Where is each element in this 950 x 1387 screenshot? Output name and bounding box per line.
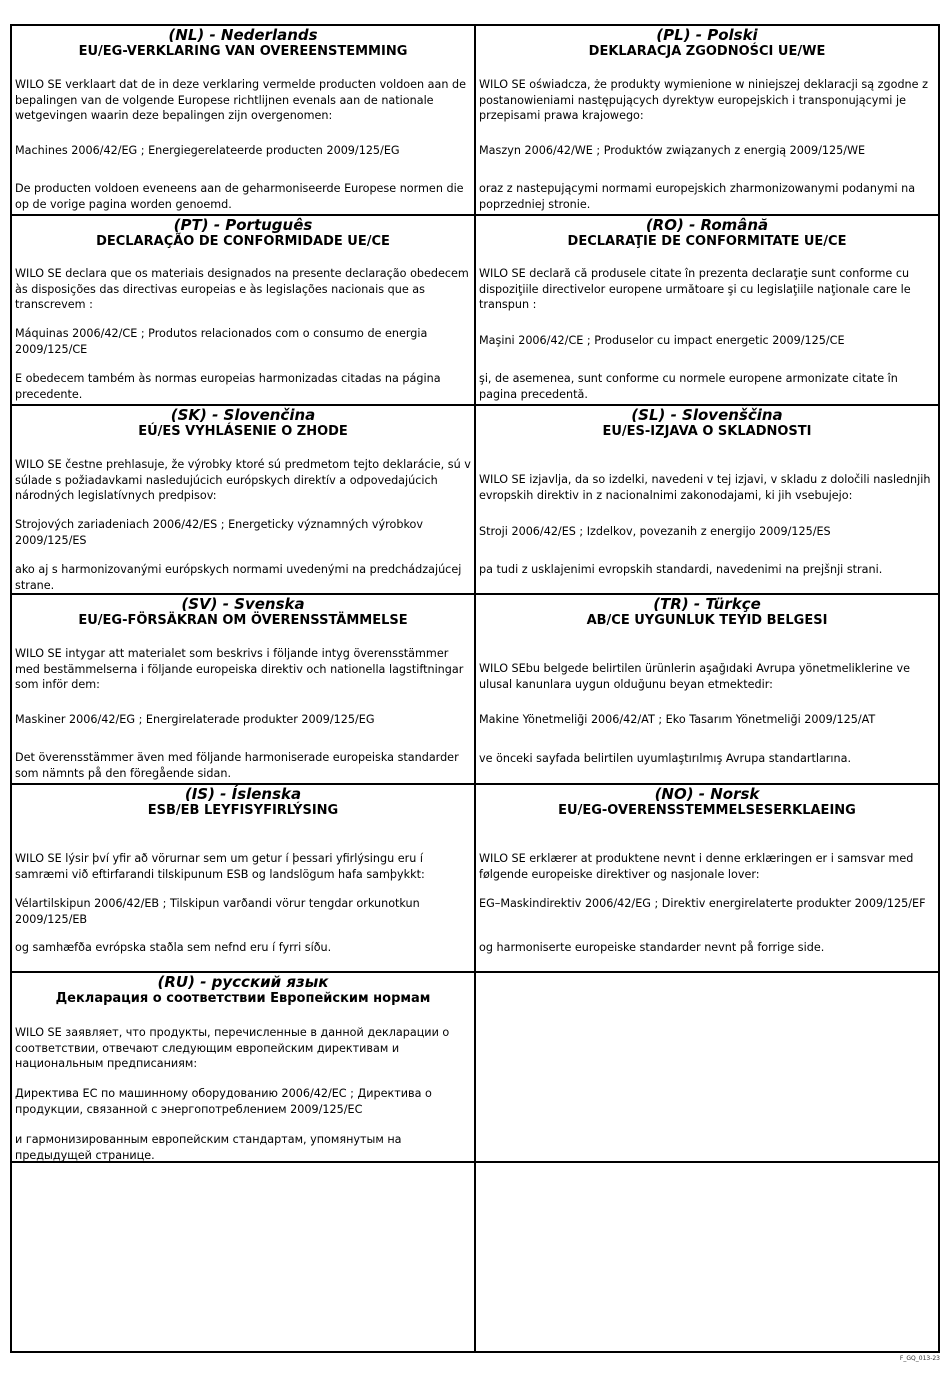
empty-cell <box>476 1163 938 1351</box>
directives-text: Machines 2006/42/EG ; Energiegerelateerde producten 2009/125/EG <box>15 144 400 157</box>
language-heading: (SV) - Svenska <box>181 595 305 613</box>
section-pl <box>476 26 938 216</box>
declaration-title: Декларация о соответствии Европейским нормам <box>55 991 431 1006</box>
intro-text: WILO SE oświadcza, że produkty wymienione w niniejszej deklaracji są zgodne z postanowieniami następujących dyrektyw europejskich i transponującymi je przepisami prawa krajowego: <box>479 78 928 122</box>
declaration-title: EU/EG-VERKLARING VAN OVEREENSTEMMING <box>78 44 408 59</box>
directives-text: Strojových zariadeniach 2006/42/ES ; Energeticky významných výrobkov 2009/125/ES <box>15 518 423 547</box>
form-code: F_GQ_013-23 <box>899 1355 940 1362</box>
declaration-title: EU/EG-OVERENSSTEMMELSESERKLAEING <box>558 803 856 818</box>
directives-text: Stroji 2006/42/ES ; Izdelkov, povezanih z energijo 2009/125/ES <box>479 525 831 538</box>
declaration-title: ESB/EB LEYFISYFIRLÝSING <box>147 803 339 818</box>
closing-text: şi, de asemenea, sunt conforme cu normele europene armonizate citate în pagina precedentă. <box>479 372 898 401</box>
section-nl <box>12 26 476 216</box>
intro-text: WILO SE declara que os materiais designados na presente declaração obedecem às disposições das directivas europeias e às legislações nacionais que as transcrevem : <box>15 267 469 311</box>
section-no <box>476 785 938 973</box>
language-heading: (RU) - русский язык <box>157 973 329 991</box>
language-heading: (NL) - Nederlands <box>168 26 318 44</box>
intro-text: WILO SE verklaart dat de in deze verklaring vermelde producten voldoen aan de bepalingen van de volgende Europese richtlijnen evenals aan de nationale wetgevingen waarin deze bepalingen zijn overgenomen: <box>15 78 467 122</box>
intro-text: WILO SE čestne prehlasuje, že výrobky ktoré sú predmetom tejto deklarácie, sú v súlade s požiadavkami nasledujúcich európskych direktív a odpovedajúcich národných legislatívnych predpisov: <box>15 458 471 502</box>
section-sl <box>476 406 938 595</box>
section-tr <box>476 595 938 785</box>
closing-text: De producten voldoen eveneens aan de geharmoniseerde Europese normen die op de vorige pagina worden genoemd. <box>15 182 464 211</box>
declaration-title: EU/EG-FÖRSÄKRAN OM ÖVERENSSTÄMMELSE <box>78 613 408 628</box>
directives-text: Maskiner 2006/42/EG ; Energirelaterade produkter 2009/125/EG <box>15 713 375 726</box>
intro-text: WILO SE intygar att materialet som beskrivs i följande intyg överensstämmer med bestämmelserna i följande europeiska direktiv och nationella lagstiftningar som inför dem: <box>15 647 464 691</box>
language-heading: (PT) - Português <box>173 216 313 234</box>
declaration-title: DECLARAŢIE DE CONFORMITATE UE/CE <box>567 234 847 249</box>
intro-text: WILO SE lýsir því yfir að vörurnar sem um getur í þessari yfirlýsingu eru í samræmi við eftirfarandi tilskipunum ESB og landslögum hafa samþykkt: <box>15 852 425 881</box>
declaration-title: DEKLARACJA ZGODNOŚCI UE/WE <box>588 44 826 59</box>
language-heading: (SL) - Slovenščina <box>631 406 783 424</box>
directives-text: Vélartilskipun 2006/42/EB ; Tilskipun varðandi vörur tengdar orkunotkun 2009/125/EB <box>15 897 420 926</box>
directives-text: Maszyn 2006/42/WE ; Produktów związanych z energią 2009/125/WE <box>479 144 866 157</box>
language-heading: (SK) - Slovenčina <box>170 406 316 424</box>
closing-text: Det överensstämmer även med följande harmoniserade europeiska standarder som nämnts på den föregående sidan. <box>15 751 459 780</box>
intro-text: WILO SE erklærer at produktene nevnt i denne erklæringen er i samsvar med følgende europeiske direktiver og nasjonale lover: <box>479 852 914 881</box>
section-ro <box>476 216 938 406</box>
section-sk <box>12 406 476 595</box>
intro-text: WILO SE заявляет, что продукты, перечисленные в данной декларации о соответствии, отвечают следующим европейским директивам и национальным предписаниям: <box>15 1026 450 1070</box>
closing-text: E obedecem também às normas europeias harmonizadas citadas na página precedente. <box>15 372 441 401</box>
empty-cell <box>12 1163 476 1351</box>
declaration-title: EU/ES-IZJAVA O SKLADNOSTI <box>602 424 812 439</box>
directives-text: Maşini 2006/42/CE ; Produselor cu impact energetic 2009/125/CE <box>479 334 845 347</box>
section-is <box>12 785 476 973</box>
declaration-title: AB/CE UYGUNLUK TEYID BELGESI <box>586 613 828 628</box>
declaration-title: EÚ/ES VYHLÁSENIE O ZHODE <box>138 424 348 439</box>
empty-cell <box>476 973 938 1163</box>
intro-text: WILO SE izjavlja, da so izdelki, navedeni v tej izjavi, v skladu z določili naslednjih evropskih direktiv in z nacionalnimi zakonodajami, ki jih vsebujejo: <box>479 473 931 502</box>
closing-text: и гармонизированным европейским стандартам, упомянутым на предыдущей странице. <box>15 1133 402 1162</box>
language-heading: (NO) - Norsk <box>654 785 760 803</box>
language-heading: (IS) - Íslenska <box>184 785 302 803</box>
directives-text: Máquinas 2006/42/CE ; Produtos relacionados com o consumo de energia 2009/125/CE <box>15 327 428 356</box>
closing-text: ako aj s harmonizovanými európskych normami uvedenými na predchádzajúcej strane. <box>15 563 462 592</box>
closing-text: oraz z nastepującymi normami europejskich zharmonizowanymi podanymi na poprzedniej stronie. <box>479 182 916 211</box>
directives-text: Makine Yönetmeliği 2006/42/AT ; Eko Tasarım Yönetmeliği 2009/125/AT <box>479 713 876 726</box>
declaration-title: DECLARAÇÃO DE CONFORMIDADE UE/CE <box>96 234 390 249</box>
section-pt <box>12 216 476 406</box>
intro-text: WILO SE declară că produsele citate în prezenta declaraţie sunt conforme cu dispoziţiile directivelor europene următoare şi cu legislaţiile naţionale care le transpun : <box>479 267 911 311</box>
directives-text: Директива ЕС по машинному оборудованию 2006/42/EC ; Директива о продукции, связанной с энергопотреблением 2009/125/EC <box>15 1087 432 1116</box>
directives-text: EG–Maskindirektiv 2006/42/EG ; Direktiv energirelaterte produkter 2009/125/EF <box>479 897 926 910</box>
language-heading: (RO) - Română <box>645 216 769 234</box>
section-sv <box>12 595 476 785</box>
closing-text: pa tudi z usklajenimi evropskih standardi, navedenimi na prejšnji strani. <box>479 563 883 576</box>
closing-text: ve önceki sayfada belirtilen uyumlaştırılmış Avrupa standartlarına. <box>479 752 852 765</box>
language-heading: (PL) - Polski <box>656 26 758 44</box>
closing-text: og harmoniserte europeiske standarder nevnt på forrige side. <box>479 941 825 954</box>
declaration-table <box>10 24 940 1353</box>
section-ru <box>12 973 476 1163</box>
language-heading: (TR) - Türkçe <box>653 595 761 613</box>
closing-text: og samhæfða evrópska staðla sem nefnd eru í fyrri síðu. <box>15 941 332 954</box>
intro-text: WILO SEbu belgede belirtilen ürünlerin aşağıdaki Avrupa yönetmeliklerine ve ulusal kanunlara uygun olduğunu beyan etmektedir: <box>479 662 910 691</box>
